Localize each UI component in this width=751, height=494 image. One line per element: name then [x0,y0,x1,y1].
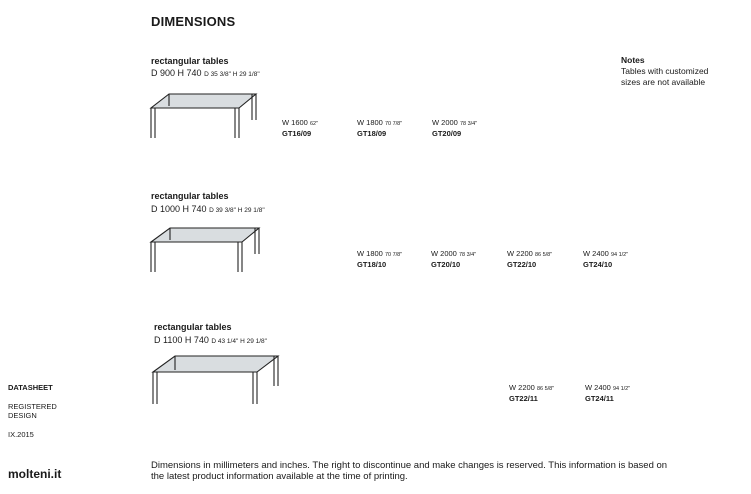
size-inch: 86 5/8" [536,386,555,392]
size-code: GT20/10 [431,260,461,269]
section-3-dims-mm: D 1100 H 740 [154,335,209,345]
size-code: GT18/10 [357,260,387,269]
size-GT24-11 [585,383,630,404]
size-width: W 1800 [357,118,383,127]
section-1-title: rectangular tables [151,56,229,66]
size-inch: 70 7/8" [384,121,403,127]
size-width: W 1800 [357,249,383,258]
date-label: IX.2015 [8,430,34,439]
section-1-dims-mm: D 900 H 740 [151,68,202,78]
size-GT24-10 [583,249,628,270]
footer-line-2: the latest product information available at the time of printing. [151,471,408,482]
size-GT20-10 [431,249,476,270]
size-inch: 78 3/4" [458,252,477,258]
footer-disclaimer [151,460,736,482]
size-GT22-11 [509,383,554,404]
datasheet-label: DATASHEET [8,383,53,392]
design-label: DESIGN [8,411,37,420]
notes-block [621,55,708,88]
size-code: GT20/09 [432,129,462,138]
size-inch: 94 1/2" [612,386,631,392]
brand-logo-text: molteni.it [8,467,62,481]
table-drawing-2 [148,226,263,276]
size-inch: 86 5/8" [534,252,553,258]
size-GT22-10 [507,249,552,270]
section-1-dims-in: D 35 3/8" H 29 1/8" [204,71,260,78]
size-inch: 94 1/2" [610,252,629,258]
section-3-dims-in: D 43 1/4" H 29 1/8" [211,338,267,345]
size-code: GT18/09 [357,129,387,138]
size-width: W 2200 [507,249,533,258]
size-width: W 2400 [583,249,609,258]
size-inch: 62" [309,121,319,127]
size-code: GT24/11 [585,394,614,403]
notes-heading: Notes [621,55,645,65]
section-2-dimensions [151,204,265,214]
section-2-title: rectangular tables [151,191,229,201]
size-GT18-10 [357,249,402,270]
section-3-dimensions [154,335,267,345]
size-width: W 2000 [431,249,457,258]
section-2-dims-mm: D 1000 H 740 [151,204,207,214]
size-code: GT16/09 [282,129,312,138]
size-code: GT24/10 [583,260,613,269]
page-title: DIMENSIONS [151,14,236,29]
section-2-dims-in: D 39 3/8" H 29 1/8" [209,207,265,214]
notes-line-1: Tables with customized [621,66,709,76]
size-width: W 2200 [509,383,535,392]
size-GT16-09 [282,118,318,139]
size-width: W 2400 [585,383,611,392]
table-drawing-3 [150,354,282,408]
size-width: W 1600 [282,118,308,127]
size-inch: 78 3/4" [459,121,478,127]
section-1-dimensions [151,68,260,78]
size-code: GT22/11 [509,394,538,403]
registered-label: REGISTERED [8,402,57,411]
table-drawing-1 [148,92,260,142]
size-inch: 70 7/8" [384,252,403,258]
section-3-title: rectangular tables [154,322,232,332]
size-width: W 2000 [432,118,458,127]
notes-line-2: sizes are not available [621,77,706,87]
footer-line-1: Dimensions in millimeters and inches. The right to discontinue and make changes is reserved. This information is based on [151,460,668,471]
size-code: GT22/10 [507,260,537,269]
size-GT18-09 [357,118,402,139]
size-GT20-09 [432,118,477,139]
